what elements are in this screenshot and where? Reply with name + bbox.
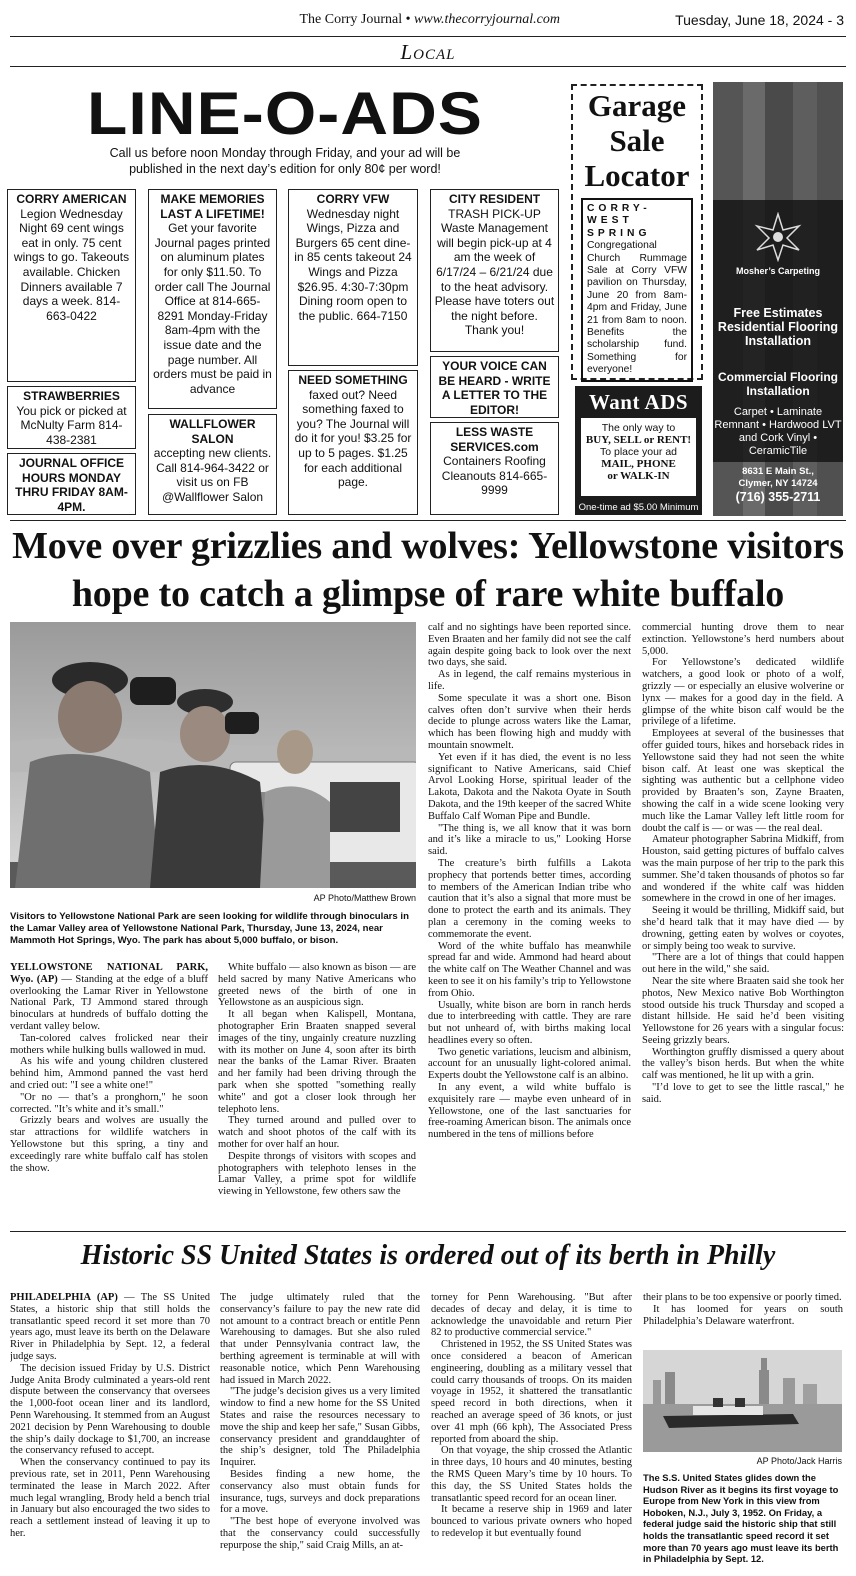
ad-title: CORRY VFW	[316, 192, 390, 206]
listing-head: CORRY-WEST SPRING	[587, 203, 651, 239]
paragraph: In any event, a wild white buffalo is exquisitely rare — maybe even unheard of in Yellowstone, one of the last sanctuaries for free-roaming American bison. The animals once numbered in the tens of millions before	[428, 1082, 631, 1141]
photo-credit: AP Photo/Jack Harris	[756, 1456, 842, 1466]
dateline: YELLOWSTONE NATIONAL PARK, Wyo. (AP)	[10, 962, 208, 985]
paragraph: The judge ultimately ruled that the conservancy’s failure to pay the new rate did not amount to a contract breach or entitle Penn Warehousing to damages. But she also ruled that under Pennsylvania contract law, the berthing agreement is terminable at will with reasonable notice, which Penn Warehousing had issued in March 2022.	[220, 1292, 420, 1386]
paragraph: Two genetic variations, leucism and albinism, account for an unusually light-colored animal. Experts doubt the Yellowstone calf is an albino.	[428, 1046, 631, 1082]
paragraph: their plans to be too expensive or poorly timed.	[643, 1292, 842, 1303]
story1-column-3	[428, 622, 631, 1224]
dateline: PHILADELPHIA (AP)	[10, 1292, 118, 1303]
garage-title-line: Sale	[609, 123, 665, 158]
want-line: BUY, SELL or RENT!	[585, 434, 692, 446]
ad-body: Get your favorite Journal pages printed on aluminum plates for only $11.50. To order call The Journal Office at 814-665-8291 Monday-Friday 8am-4pm with the issue date and the page number. All orders must be paid in advance	[153, 221, 272, 396]
paragraph: Besides finding a new home, the conservancy also must obtain funds for insurance, tugs, surveys and dock preparations for a move.	[220, 1468, 420, 1516]
paragraph: Some speculate it was a short one. Bison calves often don’t survive when their herds decide to plunge across waters like the Lamar, which has been flowing high and muddy with mountain snowmelt.	[428, 692, 631, 751]
want-ads-panel	[581, 418, 696, 496]
paragraph: "The judge’s decision gives us a very limited window to find a new home for the SS United States and raise the resources necessary to move the ship and keep her safe," Susan Gibbs, conservancy president and granddaughter of the ship’s designer, told The Philadelphia Inquirer.	[220, 1386, 420, 1469]
classified-ad-letter-editor	[430, 356, 559, 418]
page-date: Tuesday, June 18, 2024 - 3	[675, 12, 844, 28]
ad-body: Wednesday night Wings, Pizza and Burgers 65 cent dine-in 85 cents takeout 24 Wings and Pizza $26.95. 4:30-7:30pm Dining room open to the public. 664-7150	[294, 206, 412, 323]
classified-ad-less-waste	[430, 422, 559, 515]
classified-ad-wallflower-salon	[148, 414, 277, 515]
ad-body: TRASH PICK-UP Waste Management will begin pick-up at 4 am the week of 6/17/24 – 6/21/24 due to the heat advisory. Please have toters out the night before. Thank you!	[434, 206, 555, 338]
paragraph: The creature’s birth fulfills a Lakota prophecy that portends better times, according to members of the American Indian tribe who caution that it’s also a signal that more must be done to protect the earth and its animals. They plan a ceremony in the coming weeks to commemorate the event.	[428, 857, 631, 940]
paragraph: For Yellowstone’s dedicated wildlife watchers, a good look or photo of a wolf, grizzly — or especially an elusive wolverine or lynx — makes for a good day in the field. A glimpse of the white bison calf would be the privilege of a lifetime.	[642, 657, 844, 728]
garage-title-line: Garage	[587, 88, 687, 123]
paper-url[interactable]: www.thecorryjournal.com	[414, 12, 560, 27]
paragraph: Tan-colored calves frolicked near their mothers while hulking bulls wallowed in mud.	[10, 1032, 208, 1056]
story1-column-1	[10, 962, 208, 1224]
paragraph: "There are a lot of things that could happen out here in the wild," she said.	[642, 952, 844, 976]
garage-sale-listing	[581, 198, 693, 382]
classified-ad-trash-pickup	[430, 189, 559, 352]
story-divider	[10, 1231, 846, 1232]
ad-title: STRAWBERRIES	[23, 389, 120, 403]
classified-ad-strawberries	[7, 386, 136, 449]
ad-title: WALLFLOWER SALON	[169, 417, 256, 446]
paragraph: Word of the white buffalo has meanwhile spread far and wide. Ammond had heard about the white calf on The Weather Channel and was keen to see it on his family’s trip to Yellowstone from Ohio.	[428, 940, 631, 999]
paragraph: White buffalo — also known as bison — are held sacred by many Native Americans who greeted news of the birth of one in Yellowstone as an auspicious sign.	[218, 962, 416, 1009]
story2-column-2	[220, 1292, 420, 1574]
paragraph: "The best hope of everyone involved was that the conservancy could successfully repurpose the ship," said Craig Mills, an at-	[220, 1516, 420, 1551]
ad-title: NEED SOMETHING	[298, 373, 408, 387]
address-line: Clymer, NY 14724	[738, 477, 818, 489]
ad-title: MAKE MEMORIES LAST A LIFETIME!	[160, 192, 265, 221]
section-divider	[10, 66, 846, 67]
ad-title: LESS WASTE SERVICES.com	[450, 425, 539, 454]
ad-title: CORRY AMERICAN	[16, 192, 127, 206]
want-ads-title: Want ADS	[588, 390, 689, 414]
want-line: The only way to	[601, 422, 676, 434]
classified-ad-make-memories	[148, 189, 277, 409]
carpet-advertisement	[713, 82, 843, 516]
star-logo-icon	[753, 212, 803, 262]
photo-caption: The S.S. United States glides down the Hudson River as it begins its first voyage to Europe from New York in this view from Hoboken, N.J., July 3, 1952. On Friday, a federal judge said the historic ship that still holds the transatlantic speed record it set more than 70 years ago must leave its berth in Philadelphia by Sept. 12.	[643, 1472, 839, 1565]
paragraph	[10, 1292, 210, 1363]
paragraph: "Or no — that’s a pronghorn," he soon corrected. "It’s white and it’s small."	[10, 1091, 208, 1115]
story-divider	[10, 520, 846, 521]
ad-body: Legion Wednesday Night 69 cent wings eat in only. 75 cent wings to go. Takeouts available. Chicken Dinners available 7 days a week. 814-663-0422	[13, 206, 130, 323]
story1-column-4	[642, 622, 844, 1224]
paragraph: Seeing it would be thrilling, Midkiff said, but she’d heard talk that it may have died — by drowning, getting eaten by wolves or coyotes, or simply being too weak to survive.	[642, 905, 844, 952]
want-line: or WALK-IN	[607, 470, 670, 482]
paragraph: It has loomed for years on south Philadelphia’s Delaware waterfront.	[643, 1303, 843, 1327]
paragraph: They turned around and pulled over to watch and shoot photos of the calf with its mother for over half an hour.	[218, 1115, 416, 1150]
paragraph: Usually, white bison are born in ranch herds due to interbreeding with cattle. They are rare but not unheard of, with births making local headlines every so often.	[428, 999, 631, 1046]
paragraph: Amateur photographer Sabrina Midkiff, from Houston, said getting pictures of buffalo calves was the main purpose of her trip to the park this summer. She’d taken thousands of photos so far and wondered if the white calf was hidden somewhere in the crowd in one of her images.	[642, 834, 844, 905]
story2-column-3	[431, 1292, 632, 1574]
carpet-headline-commercial: Commercial Flooring Installation	[717, 370, 839, 398]
carpet-address	[713, 466, 843, 489]
section-title: Local	[400, 40, 456, 64]
paragraph: Worthington gruffly dismissed a query about the valley’s bison herds. But when the white calf was mentioned, he lit up with a grin.	[642, 1046, 844, 1082]
paragraph: commercial hunting drove them to near extinction. Yellowstone’s herd numbers about 5,000.	[642, 622, 844, 657]
ad-title: CITY RESIDENT	[448, 192, 541, 206]
paragraph: It all began when Kalispell, Montana, photographer Erin Braaten snapped several images of the tiny, ungainly creature nuzzling with its mother on June 4, soon after its birth near the banks of the Lamar River. Braaten and her family had been driving through the park when she spotted "something really white" and got a closer look through her telephoto lens.	[218, 1009, 416, 1115]
paragraph: Yet even if it has died, the event is no less significant to Native Americans, said Chief Arvol Looking Horse, spiritual leader of the Lakota, Dakota and the Nakota Oyate in South Dakota, and the 19th keeper of the sacred White Buffalo Calf Woman Pipe and Bundle.	[428, 751, 631, 822]
photo-credit: AP Photo/Matthew Brown	[313, 893, 416, 903]
ad-body: faxed out? Need something faxed to you? The Journal will do it for you! $3.25 for up to 5 pages. $1.25 for each additional page.	[294, 387, 412, 490]
carpet-phone: (716) 355-2711	[735, 490, 821, 504]
ad-title: JOURNAL OFFICE HOURS MONDAY THRU FRIDAY 8AM-4PM.	[15, 456, 128, 514]
carpet-brand: Mosher’s Carpeting	[735, 266, 820, 276]
lineoads-title: LINE-O-ADS	[87, 80, 483, 147]
story2-column-4	[643, 1292, 843, 1348]
classified-ad-corry-vfw	[288, 189, 418, 366]
paragraph: Despite throngs of visitors with scopes and photographers with telephoto lenses in the Lamar Valley, a prime spot for wildlife viewing in Yellowstone, few others saw the	[218, 1150, 416, 1198]
carpet-products: Carpet • Laminate Remnant • Hardwood LVT and Cork Vinyl • CeramicTile	[714, 406, 842, 457]
lineoads-subtitle: Call us before noon Monday through Friday, and your ad will be published in the next day’s edition for only 80¢ per word!	[109, 146, 461, 176]
masthead-bullet: •	[402, 12, 415, 27]
paragraph: Grizzly bears and wolves are usually the star attractions for wildlife watchers in Yellowstone but this spring, a tiny and exceedingly rare white buffalo calf has stolen the show.	[10, 1115, 208, 1174]
paragraph: "The thing is, we all know that it was born and it’s like a miracle to us," Looking Horse said.	[428, 822, 631, 858]
story1-column-2	[218, 962, 416, 1224]
paragraph: When the conservancy continued to pay its previous rate, set in 2011, Penn Warehousing terminated the lease in March 2022. After much legal wrangling, Brody held a bench trial in January but also encouraged the two sides to reach a settlement instead of leaving it up to her.	[10, 1457, 210, 1539]
paragraph-text: — The SS United States, a historic ship that still holds the transatlantic speed record it set more than 70 years ago, must leave its berth on the Delaware River in Philadelphia by Sept. 12, a federal judge says.	[10, 1292, 210, 1362]
paragraph: As his wife and young children clustered behind him, Ammond panned the vast herd and cried out: "I see a white one!"	[10, 1056, 208, 1091]
paragraph: As in legend, the calf remains mysterious in life.	[428, 669, 631, 692]
photo-caption: Visitors to Yellowstone National Park are seen looking for wildlife through binoculars in the Lamar Valley area of Yellowstone National Park, Thursday, June 13, 2024, near Mammoth Hot Springs, Wyo. The park has about 5,000 buffalo, or bison.	[10, 911, 409, 946]
story2-column-1	[10, 1292, 210, 1574]
story2-headline: Historic SS United States is ordered out of its berth in Philly	[80, 1240, 776, 1271]
paragraph: On that voyage, the ship crossed the Atlantic in three days, 10 hours and 40 minutes, besting the RMS Queen Mary’s time by 10 hours. To this day, the SS United States holds the transatlantic speed record for an ocean liner.	[431, 1445, 632, 1504]
want-line: MAIL, PHONE	[601, 458, 676, 470]
classified-ad-corry-american	[7, 189, 136, 382]
paragraph: Christened in 1952, the SS United States was once considered a beacon of American engineering, doubling as a military vessel that could carry thousands of troops. On its maiden voyage in 1952, it shattered the transatlantic speed record in both directions, when it reached an average speed of 36 knots, or just over 41 mph (66 kph), The Associated Press reported from aboard the ship.	[431, 1339, 632, 1445]
garage-title-line: Locator	[584, 158, 690, 193]
classified-ad-fax-service	[288, 370, 418, 515]
masthead	[0, 12, 560, 28]
yellowstone-photo	[10, 622, 416, 888]
header-divider	[10, 36, 846, 37]
story1-headline: Move over grizzlies and wolves: Yellowstone visitors hope to catch a glimpse of rare white buffalo	[12, 525, 844, 615]
paragraph: The decision issued Friday by U.S. District Judge Anita Brody culminated a years-old rent dispute between the conservancy that oversees the 1,000-foot ocean liner and its landlord, Penn Warehousing. It stemmed from an August 2021 decision by Penn Warehousing to double the ship’s daily dockage to $1,700, an increase the conservancy refused to accept.	[10, 1362, 210, 1457]
ad-title: YOUR VOICE CAN BE HEARD - WRITE A LETTER TO THE EDITOR!	[438, 359, 551, 417]
paragraph: It became a reserve ship in 1969 and later bounced to various private owners who hoped to redevelop it but eventually found	[431, 1504, 632, 1539]
want-ads-price: One-time ad $5.00 Minimum	[578, 502, 699, 513]
address-line: 8631 E Main St.,	[742, 466, 814, 477]
paper-name: The Corry Journal	[299, 12, 403, 27]
ad-body: You pick or picked at McNulty Farm 814-438-2381	[16, 403, 127, 447]
carpet-headline: Free Estimates Residential Flooring Installation	[717, 306, 839, 348]
paragraph-text: — Standing at the edge of a bluff overlooking the Lamar River in Yellowstone National Park, TJ Ammond stared through binoculars at hundreds of buffalo dotting the verdant valley below.	[10, 973, 208, 1032]
garage-sale-title	[571, 88, 703, 193]
classified-ad-office-hours	[7, 453, 136, 515]
paragraph: calf and no sightings have been reported since. Even Braaten and her family did not see the calf again despite going back to look over the next two days, she said.	[428, 622, 631, 669]
want-line: To place your ad	[599, 446, 678, 458]
listing-body: Congregational Church Rummage Sale at Corry VFW pavilion on Thursday, June 20 from 8am-4pm and Friday, June 21 from 8am to noon. Benefits the scholarship fund. Something for everyone!	[587, 240, 687, 376]
ad-body: Containers Roofing Cleanouts 814-665-9999	[441, 454, 548, 498]
ad-body: accepting new clients. Call 814-964-3422 or visit us on FB @Wallflower Salon	[153, 446, 272, 504]
paragraph: torney for Penn Warehousing. "But after decades of decay and delay, it is time to acknowledge the unavoidable and return Pier 82 to productive commercial service."	[431, 1292, 632, 1339]
want-ads-promo	[575, 386, 702, 515]
ss-united-states-photo	[643, 1350, 842, 1452]
paragraph: Near the site where Braaten said she took her photos, New Mexico native Bob Worthington stood outside his truck Thursday and scoped a distant hillside. He said he’d been visiting Yellowstone for 26 years with a singular focus: Seeing grizzly bears.	[642, 975, 844, 1046]
paragraph: "I’d love to get to see the little rascal," he said.	[642, 1082, 844, 1105]
paragraph	[10, 962, 208, 1033]
paragraph: Employees at several of the businesses that offer guided tours, hikes and horseback rides in Yellowstone said they had not seen the white bison calf. At least one was skeptical the sighting was authentic but a cellphone video provided by Braaten’s son, Zayne Braaten, showing the calf in a wide scene looking very much like the Lamar Valley left little room for doubt the calf is — or was — the real deal.	[642, 728, 844, 834]
